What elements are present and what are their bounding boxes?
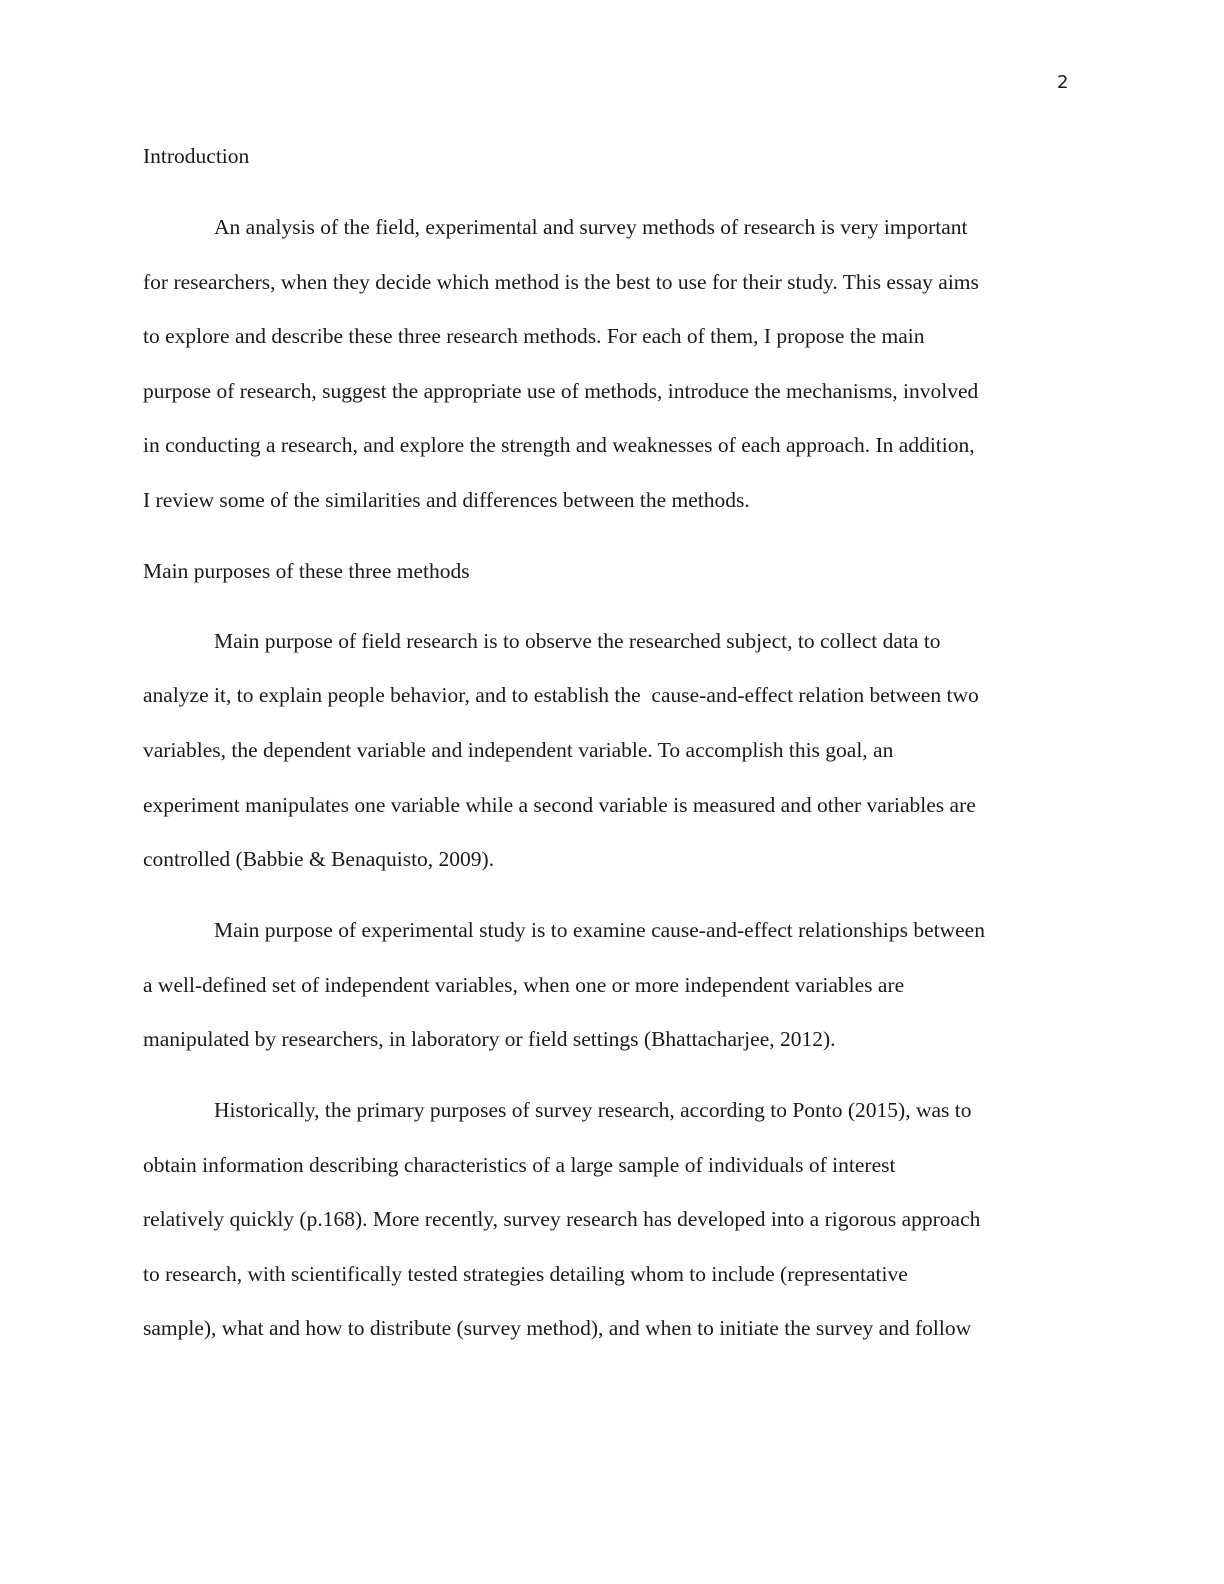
text-line: analyze it, to explain people behavior, and to establish the cause-and-effect relation between two [143,683,979,707]
text-line: obtain information describing characteristics of a large sample of individuals of interest [143,1153,896,1177]
text-line: experiment manipulates one variable while a second variable is measured and other variables are [143,793,976,817]
text-line: sample), what and how to distribute (survey method), and when to initiate the survey and follow [143,1316,972,1340]
text-line: manipulated by researchers, in laboratory or field settings (Bhattacharjee, 2012). [143,1027,836,1051]
heading-text: Main purposes of these three methods [143,559,470,583]
text-line: Main purpose of experimental study is to examine cause-and-effect relationships between [214,918,985,942]
text-line: variables, the dependent variable and independent variable. To accomplish this goal, an [143,738,894,762]
text-line: I review some of the similarities and differences between the methods. [143,488,750,512]
text-line: for researchers, when they decide which method is the best to use for their study. This essay aims [143,270,979,294]
text-line: in conducting a research, and explore the strength and weaknesses of each approach. In addition, [143,433,975,457]
text-line: a well-defined set of independent variables, when one or more independent variables are [143,973,905,997]
text-line: to explore and describe these three research methods. For each of them, I propose the main [143,324,925,348]
text-line: controlled (Babbie & Benaquisto, 2009). [143,847,495,871]
text-line: relatively quickly (p.168). More recently, survey research has developed into a rigorous approach [143,1207,981,1231]
text-line: Main purpose of field research is to observe the researched subject, to collect data to [214,629,941,653]
heading-text: Introduction [143,144,250,168]
text-line: Historically, the primary purposes of survey research, according to Ponto (2015), was to [214,1098,972,1122]
page-number: 2 [1057,72,1069,93]
text-line: An analysis of the field, experimental and survey methods of research is very important [214,215,968,239]
text-line: to research, with scientifically tested strategies detailing whom to include (representative [143,1262,908,1286]
text-line: purpose of research, suggest the appropriate use of methods, introduce the mechanisms, involved [143,379,979,403]
